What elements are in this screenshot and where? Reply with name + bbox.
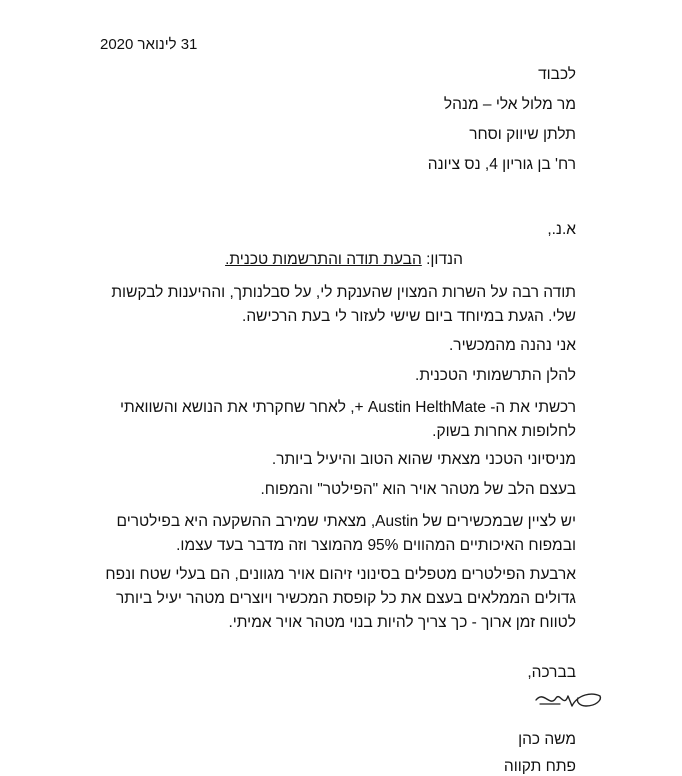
paragraph-line: בעצם הלב של מטהר אויר הוא "הפילטר" והמפוח. [260, 481, 576, 498]
sender-name: משה כהן [518, 731, 576, 748]
paragraph-thanks [98, 281, 576, 329]
paragraph-line: להלן התרשמותי הטכנית. [415, 367, 576, 384]
recipient-address: רח' בן גוריון 4, נס ציונה [427, 156, 576, 173]
paragraph-four-filters [98, 563, 576, 635]
paragraph-impression-intro [98, 364, 576, 388]
paragraph-line: ובמפוח האיכותיים המהווים 95% מהמוצר וזה מדבר בעד עצמו. [176, 537, 576, 554]
recipient-name: מר מלול אלי – מנהל [443, 96, 576, 113]
paragraph-line: שלי. הגעת במיוחד ביום שישי לעזור לי בעת הרכישה. [242, 308, 576, 325]
recipient-to: לכבוד [538, 66, 576, 83]
letter-date: 31 לינואר 2020 [100, 36, 198, 53]
subject-label: הנדון: [426, 251, 463, 268]
subject-line [0, 251, 682, 269]
paragraph-line: רכשתי את ה- Austin HelthMate +, לאחר שחקרתי את הנושא והשוואתי [120, 399, 576, 416]
recipient-company: תלתן שיווק וסחר [469, 126, 576, 143]
paragraph-enjoy [98, 334, 576, 358]
handwritten-signature-icon [534, 686, 604, 712]
subject-text: הבעת תודה והתרשמות טכנית. [225, 251, 422, 268]
closing-salutation: בברכה, [527, 664, 576, 681]
paragraph-line: לחלופות אחרות בשוק. [432, 423, 576, 440]
paragraph-purchase [98, 396, 576, 444]
paragraph-line: לטווח זמן ארוך - כך צריך להיות בנוי מטהר אויר אמיתי. [228, 614, 576, 631]
paragraph-investment [98, 510, 576, 558]
sender-city: פתח תקווה [503, 758, 576, 775]
paragraph-line: מניסיוני הטכני מצאתי שהוא הטוב והיעיל ביותר. [271, 451, 576, 468]
paragraph-line: תודה רבה על השרות המצוין שהענקת לי, על סבלנותך, וההיענות לבקשות [111, 284, 576, 301]
paragraph-line: אני נהנה מהמכשיר. [449, 337, 576, 354]
paragraph-filter-heart [98, 478, 576, 502]
paragraph-experience [98, 448, 576, 472]
greeting: א.נ., [547, 221, 576, 238]
paragraph-line: גדולים הממלאים בעצם את כל קופסת המכשיר ויוצרים מטהר יעיל ביותר [115, 590, 576, 607]
paragraph-line: יש לציין שבמכשירים של Austin, מצאתי שמירב ההשקעה היא בפילטרים [116, 513, 576, 530]
paragraph-line: ארבעת הפילטרים מטפלים בסינוני זיהום אויר מגוונים, הם בעלי שטח ונפח [105, 566, 576, 583]
